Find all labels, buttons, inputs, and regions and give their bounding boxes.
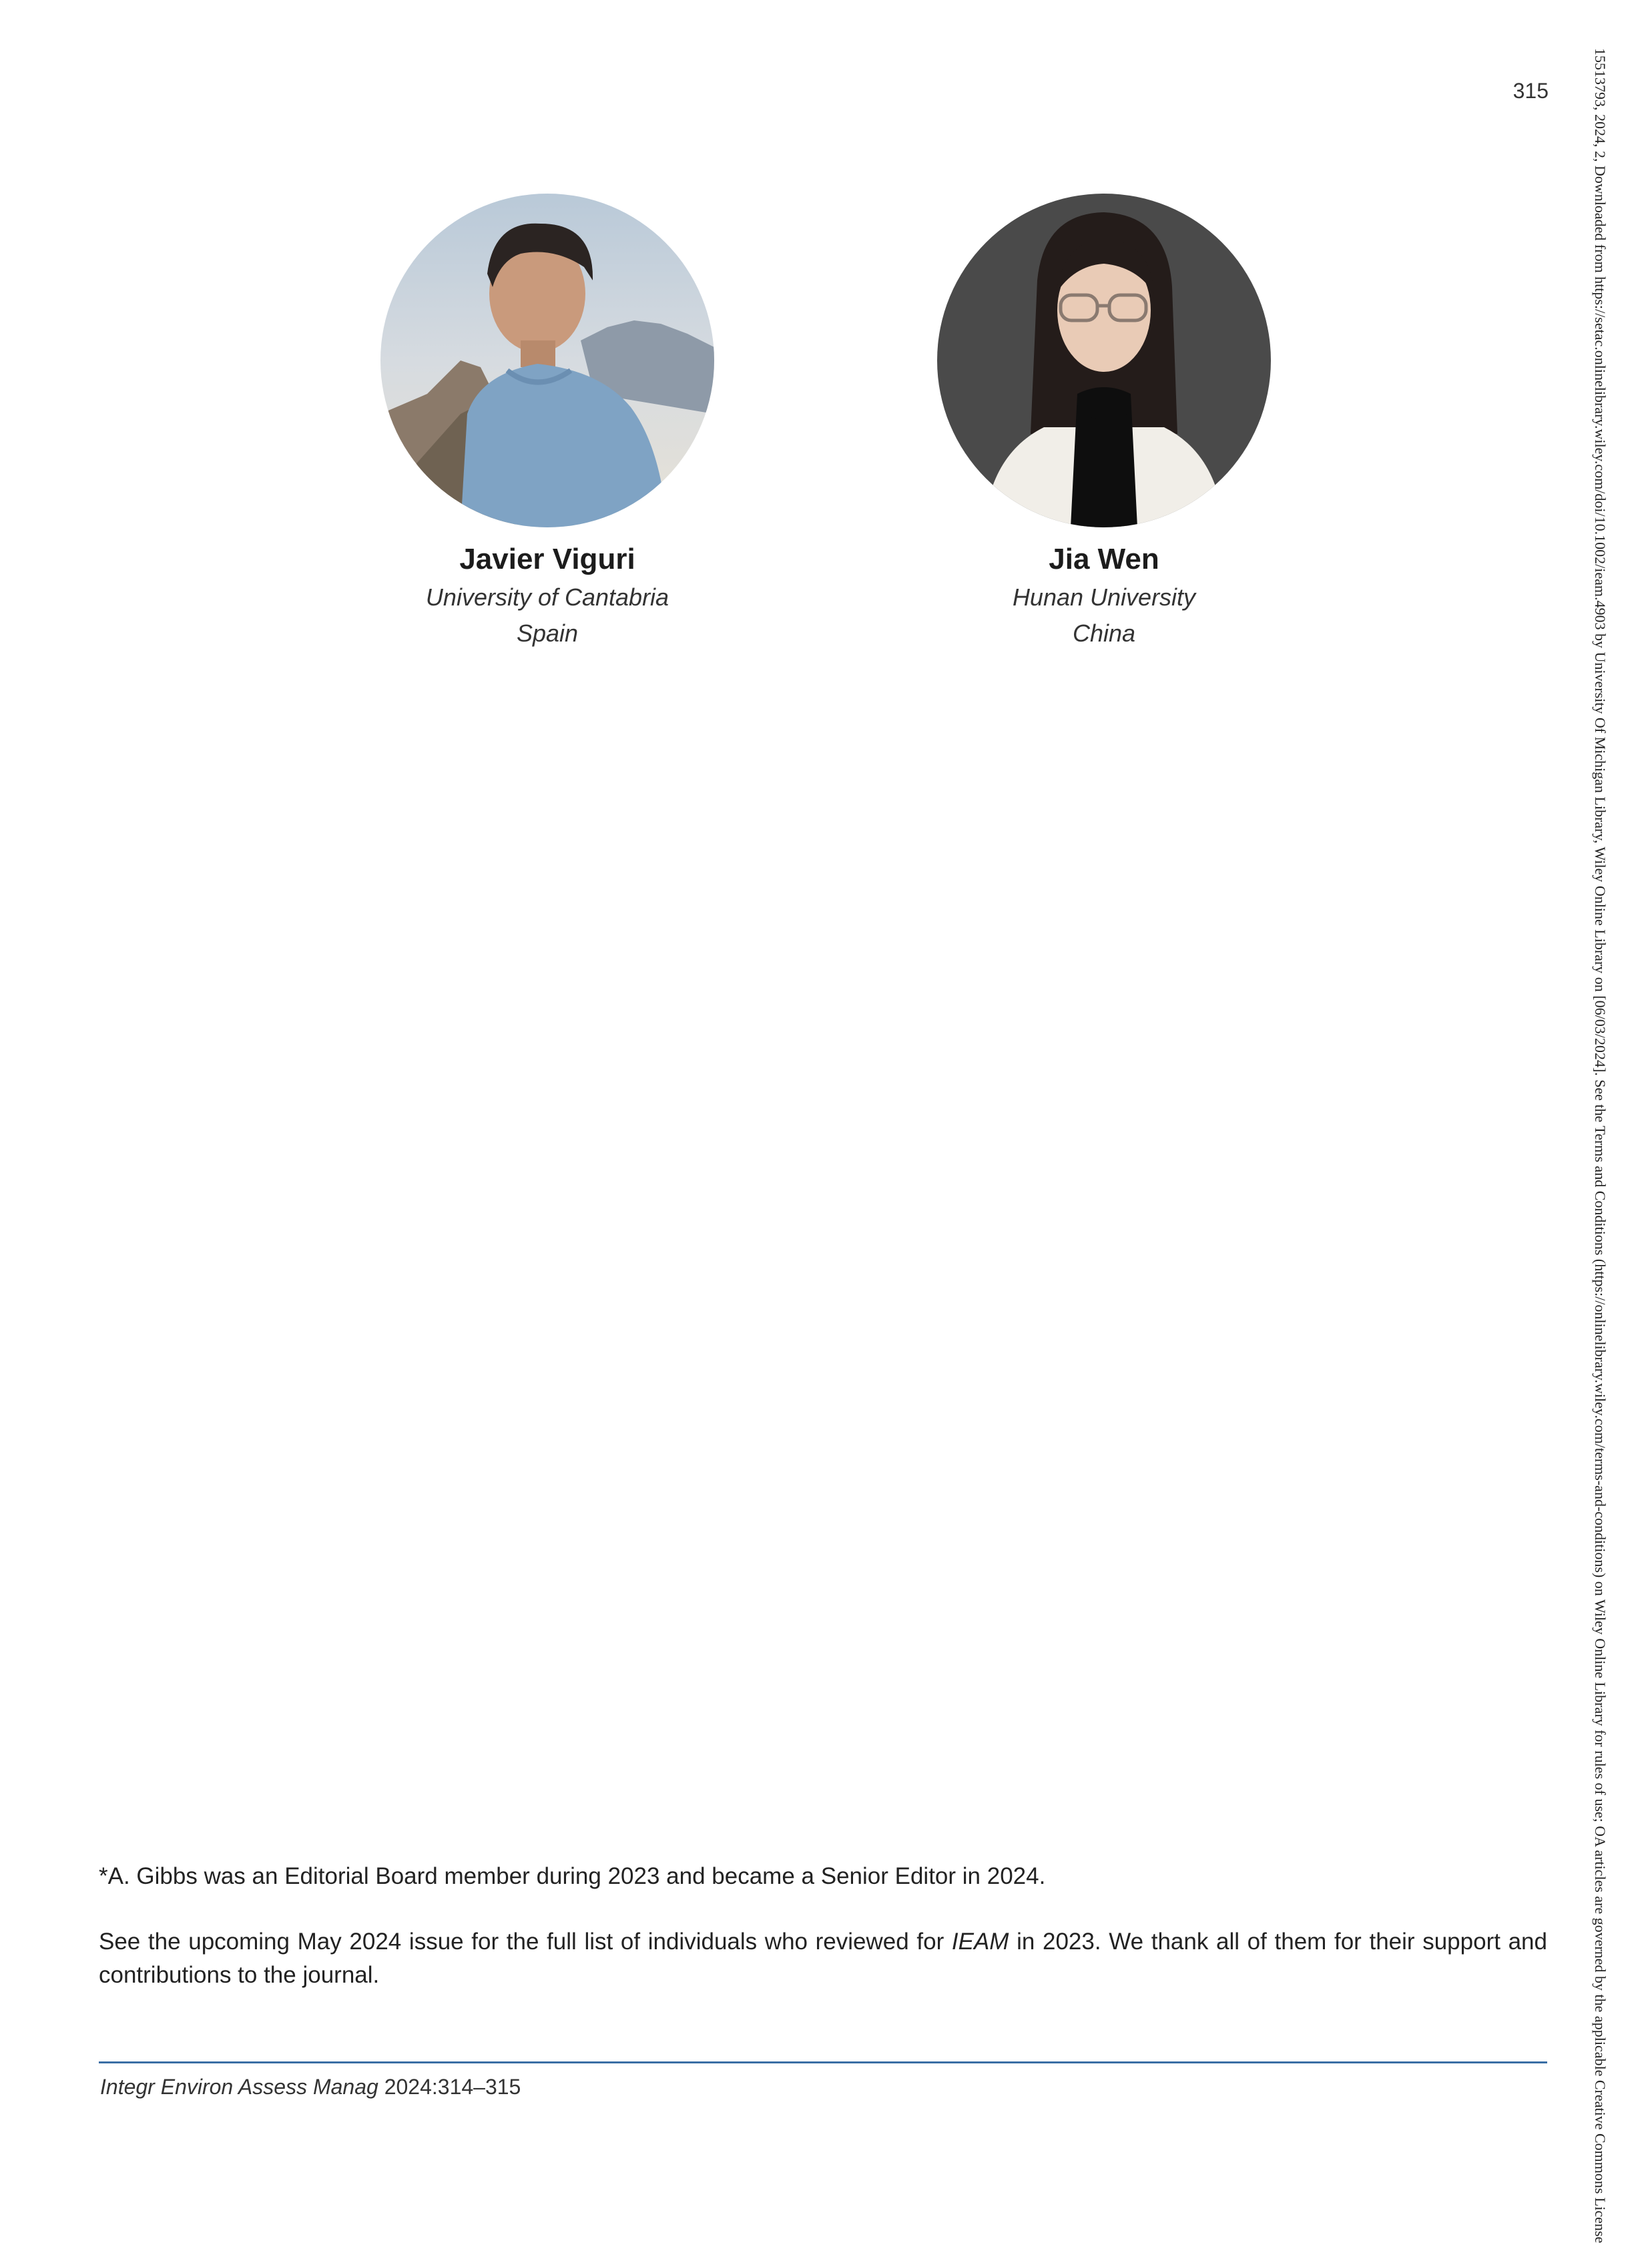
person-country: Spain [516, 619, 579, 647]
person-institution: University of Cantabria [425, 583, 669, 611]
journal-footer [100, 2075, 521, 2099]
journal-name: Integr Environ Assess Manag [100, 2075, 378, 2099]
person-name: Javier Viguri [459, 543, 635, 575]
person-name: Jia Wen [1049, 543, 1159, 575]
person-country: China [1072, 619, 1136, 647]
profile-photo [937, 194, 1271, 527]
download-notice-vertical: 15513793, 2024, 2, Downloaded from https://setac.onlinelibrary.wiley.com/doi/10.1002/ieam.4903 by University Of Michigan Library, Wiley Online Library on [06/03/2024]. See the Terms and Conditions (https://onlinelibrary.wiley.com/terms-and-conditions) on Wiley Online Library for rules of use; OA articles are governed by the applicable Creative Commons License [1592, 48, 1609, 2243]
journal-citation: 2024:314–315 [378, 2075, 521, 2099]
reviewer-note-text-1: See the upcoming May 2024 issue for the full list of individuals who reviewed for [99, 1929, 952, 1955]
reviewer-note [99, 1925, 1547, 1992]
footnote: *A. Gibbs was an Editorial Board member during 2023 and became a Senior Editor in 2024. [99, 1863, 1046, 1889]
page-number: 315 [1512, 79, 1549, 103]
profile-card [917, 194, 1291, 652]
reviewer-note-journal: IEAM [951, 1929, 1009, 1955]
reviewer-note-text-2: in 2023. We thank all of them for their support and contributions to the journal. [99, 1929, 1547, 1988]
profile-card [360, 194, 734, 652]
profile-photo [380, 194, 714, 527]
person-institution: Hunan University [1012, 583, 1196, 611]
footer-rule [99, 2061, 1547, 2063]
